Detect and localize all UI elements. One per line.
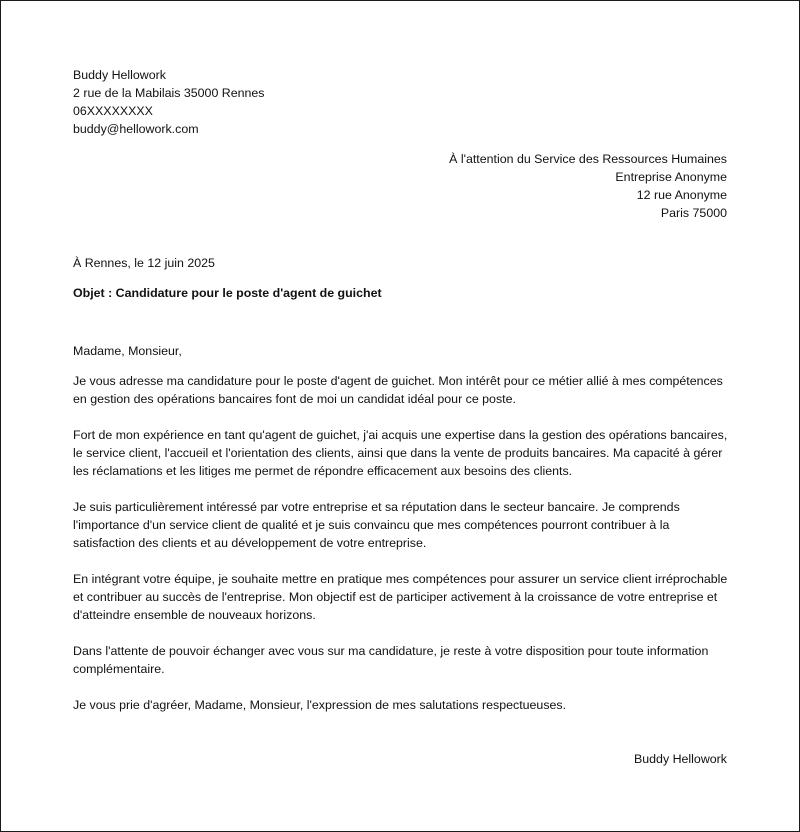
sender-name: Buddy Hellowork [73, 68, 166, 82]
body-paragraph: Je vous adresse ma candidature pour le poste d'agent de guichet. Mon intérêt pour ce métier allié à mes compétences en gestion des opérations bancaires font de moi un candidat idéal pour ce poste. [73, 374, 723, 406]
letter-date: À Rennes, le 12 juin 2025 [73, 256, 215, 270]
recipient-company: Entreprise Anonyme [615, 170, 727, 184]
closing-paragraph: Je vous prie d'agréer, Madame, Monsieur, l'expression de mes salutations respectueuses. [73, 698, 567, 712]
body-paragraph: Fort de mon expérience en tant qu'agent de guichet, j'ai acquis une expertise dans la gestion des opérations bancaires, le service client, l'accueil et l'orientation des clients, ainsi que dans la vente de produits bancaires. Ma capacité à gérer les réclamations et les litiges me permet de répondre efficacement aux besoins des clients. [73, 428, 728, 478]
sender-address: 2 rue de la Mabilais 35000 Rennes [73, 86, 265, 100]
recipient-street: 12 rue Anonyme [636, 188, 727, 202]
body-paragraph: Je suis particulièrement intéressé par votre entreprise et sa réputation dans le secteur bancaire. Je comprends l'importance d'un service client de qualité et je suis convaincu que mes compétences pourront contribuer à la satisfaction des clients et au développement de votre entreprise. [73, 500, 680, 550]
body-paragraph: En intégrant votre équipe, je souhaite mettre en pratique mes compétences pour assurer un service client irréprochable et contribuer au succès de l'entreprise. Mon objectif est de participer activement à la croissance de votre entreprise et d'atteindre ensemble de nouveaux horizons. [73, 572, 728, 622]
body-paragraph: Dans l'attente de pouvoir échanger avec vous sur ma candidature, je reste à votre disposition pour toute information complémentaire. [73, 644, 709, 676]
sender-phone: 06XXXXXXXX [73, 104, 153, 118]
recipient-block [449, 150, 727, 222]
letter-subject: Objet : Candidature pour le poste d'agent de guichet [73, 286, 382, 300]
sender-email: buddy@hellowork.com [73, 122, 199, 136]
signature: Buddy Hellowork [634, 752, 727, 766]
letter-greeting: Madame, Monsieur, [73, 344, 182, 358]
recipient-city: Paris 75000 [660, 206, 727, 220]
sender-block [73, 66, 265, 138]
recipient-attention: À l'attention du Service des Ressources Humaines [449, 152, 727, 166]
letter-body [73, 372, 733, 732]
